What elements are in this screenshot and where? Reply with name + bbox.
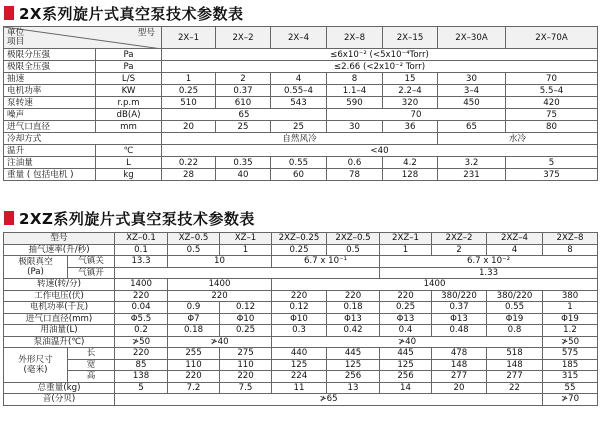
row-label: 转速(转/分) — [4, 279, 115, 291]
cell-value: 375 — [506, 169, 598, 181]
cell-value: 4 — [487, 244, 543, 256]
cell-value: 0.35 — [216, 157, 271, 169]
cell-value: 30 — [438, 73, 506, 85]
table-row — [4, 244, 598, 256]
cell-value: 138 — [115, 371, 168, 383]
cell-value: ≯65 — [115, 394, 543, 406]
cell-value: 380/220 — [432, 290, 487, 302]
row-label: 泵油温升(℃) — [4, 336, 115, 348]
table-row — [4, 133, 598, 145]
cell-value: 440 — [272, 348, 327, 360]
model-header: XZ–1 — [220, 233, 272, 245]
cell-value: Φ13 — [380, 313, 432, 325]
cell-value: 60 — [271, 169, 327, 181]
cell-value: 543 — [271, 97, 327, 109]
sub-label: 气镇开 — [68, 267, 115, 279]
row-label: 工作电压(伏) — [4, 290, 115, 302]
table-row — [4, 394, 598, 406]
table-row — [4, 109, 598, 121]
cell-value: 5 — [115, 382, 168, 394]
cell-value: 220 — [327, 290, 380, 302]
cell-value: 1400 — [168, 279, 272, 291]
cell-value: 3–4 — [438, 85, 506, 97]
cell-value: 0.25 — [162, 85, 216, 97]
cell-value: 445 — [327, 348, 380, 360]
row-label: 进气口直径(mm) — [4, 313, 115, 325]
sub-label: 高 — [68, 371, 115, 383]
cell-value: 0.12 — [272, 302, 327, 314]
cell-value: 20 — [162, 121, 216, 133]
row-label: 泵转速 — [4, 97, 96, 109]
cell-value: 1400 — [272, 279, 598, 291]
cell-value: 1.2 — [543, 325, 598, 337]
cell-value: 85 — [115, 359, 168, 371]
cell-value: 30 — [327, 121, 383, 133]
cell-value: 0.9 — [168, 302, 220, 314]
row-unit: KW — [96, 85, 162, 97]
cell-value: 255 — [168, 348, 220, 360]
model-header: 2X–15 — [383, 27, 438, 49]
model-header: 2X–2 — [216, 27, 271, 49]
cell-value: 380/220 — [487, 290, 543, 302]
row-unit: Pa — [96, 49, 162, 61]
cell-value: 420 — [506, 97, 598, 109]
corner-header — [4, 27, 162, 49]
cell-value: 10 — [168, 256, 272, 268]
cell-value: ≯50 — [543, 336, 598, 348]
cell-value: 0.8 — [487, 325, 543, 337]
model-header: 2XZ–2 — [432, 233, 487, 245]
cell-value: 2.2–4 — [383, 85, 438, 97]
row-label: 重量 ( 包括电机 ) — [4, 169, 96, 181]
cell-value: 自然风冷 — [162, 133, 438, 145]
cell-value: 0.3 — [272, 325, 327, 337]
cell-value: 4.2 — [383, 157, 438, 169]
cell-value: ≯40 — [168, 336, 272, 348]
cell-value: 5 — [506, 157, 598, 169]
cell-value: 125 — [327, 359, 380, 371]
table-row — [4, 325, 598, 337]
cell-value: 7.5 — [220, 382, 272, 394]
table-row — [4, 336, 598, 348]
cell-value: ≯40 — [272, 336, 543, 348]
cell-value: 277 — [487, 371, 543, 383]
cell-value: 0.25 — [272, 244, 327, 256]
model-header: 2XZ–0.5 — [327, 233, 380, 245]
cell-value: 125 — [380, 359, 432, 371]
cell-value: 0.37 — [432, 302, 487, 314]
model-header: 2XZ–4 — [487, 233, 543, 245]
cell-value: 0.04 — [115, 302, 168, 314]
cell-value: 110 — [220, 359, 272, 371]
model-header: XZ–0.5 — [168, 233, 220, 245]
cell-value: 11 — [272, 382, 327, 394]
cell-value: 1.33 — [380, 267, 598, 279]
table-row — [4, 121, 598, 133]
cell-value: 220 — [380, 290, 432, 302]
cell-value: 275 — [220, 348, 272, 360]
table-row — [4, 49, 598, 61]
table-row — [4, 290, 598, 302]
row-label: 噪声 — [4, 109, 96, 121]
row-label: 电机功率(千瓦) — [4, 302, 115, 314]
cell-value: 22 — [487, 382, 543, 394]
cell-value: 220 — [168, 290, 272, 302]
cell-value: Φ13 — [432, 313, 487, 325]
row-label: 外形尺寸 (毫米) — [4, 348, 68, 383]
cell-value: 13.3 — [115, 256, 168, 268]
cell-value: 590 — [327, 97, 383, 109]
cell-value: 518 — [487, 348, 543, 360]
model-header: XZ–0.1 — [115, 233, 168, 245]
row-unit: L/S — [96, 73, 162, 85]
section2-title — [4, 207, 255, 229]
cell-value: 125 — [272, 359, 327, 371]
cell-value: 0.2 — [115, 325, 168, 337]
row-label: 抽速 — [4, 73, 96, 85]
cell-value: 20 — [432, 382, 487, 394]
model-header: 2XZ–1 — [380, 233, 432, 245]
cell-value: 148 — [487, 359, 543, 371]
table-row — [4, 169, 598, 181]
cell-value: 0.55 — [487, 302, 543, 314]
model-header: 2X–4 — [271, 27, 327, 49]
table-row — [4, 382, 598, 394]
section-marker-icon — [4, 211, 14, 225]
cell-value: Φ7 — [168, 313, 220, 325]
cell-value: 0.5 — [168, 244, 220, 256]
cell-value: 70 — [327, 109, 506, 121]
cell-value: Φ19 — [487, 313, 543, 325]
cell-value: 224 — [272, 371, 327, 383]
cell-value: 277 — [432, 371, 487, 383]
cell-value: Φ13 — [327, 313, 380, 325]
header-row — [4, 233, 598, 245]
row-unit: dB(A) — [96, 109, 162, 121]
model-header: 2XZ–8 — [543, 233, 598, 245]
section1-title — [4, 2, 244, 24]
cell-value: 0.55 — [271, 157, 327, 169]
table-row — [4, 145, 598, 157]
cell-value: 220 — [115, 290, 168, 302]
cell-value: 0.18 — [168, 325, 220, 337]
corner-item: 单位 项目 — [7, 28, 25, 47]
cell-value: 315 — [543, 371, 598, 383]
cell-value: 0.12 — [220, 302, 272, 314]
row-label: 温升 — [4, 145, 96, 157]
cell-value: 36 — [383, 121, 438, 133]
cell-value: 0.18 — [327, 302, 380, 314]
cell-value: ≯70 — [543, 394, 598, 406]
cell-value: 40 — [216, 169, 271, 181]
cell-value: 6.7 x 10⁻² — [380, 256, 598, 268]
cell-value: 0.4 — [380, 325, 432, 337]
cell-value: 14 — [380, 382, 432, 394]
cell-value: 8 — [327, 73, 383, 85]
cell-value: ≤2.66 (<2x10⁻² Torr) — [162, 61, 598, 73]
cell-value: 0.6 — [327, 157, 383, 169]
cell-value: 6.7 x 10⁻¹ — [272, 256, 380, 268]
cell-value: 0.22 — [162, 157, 216, 169]
cell-value: 0.37 — [216, 85, 271, 97]
table-row — [4, 73, 598, 85]
cell-value: 220 — [115, 348, 168, 360]
cell-value: 0.48 — [432, 325, 487, 337]
cell-value: 28 — [162, 169, 216, 181]
cell-value: 4 — [271, 73, 327, 85]
header-row — [4, 27, 598, 49]
cell-value: 1 — [162, 73, 216, 85]
cell-value: 78 — [327, 169, 383, 181]
cell-value: Φ19 — [543, 313, 598, 325]
cell-value: 1 — [220, 244, 272, 256]
pump-2x-table — [3, 26, 598, 181]
table-row — [4, 85, 598, 97]
cell-value: 0.5 — [327, 244, 380, 256]
cell-value: 1400 — [115, 279, 168, 291]
cell-value: 610 — [216, 97, 271, 109]
table-row — [4, 267, 598, 279]
cell-value: Φ5.5 — [115, 313, 168, 325]
cell-value: 0.25 — [220, 325, 272, 337]
cell-value: <40 — [162, 145, 598, 157]
cell-value: 128 — [383, 169, 438, 181]
table-row — [4, 348, 598, 360]
cell-value: 320 — [383, 97, 438, 109]
sub-label: 气镇关 — [68, 256, 115, 268]
cell-value: 0.1 — [115, 244, 168, 256]
cell-value: 110 — [168, 359, 220, 371]
row-label: 进气口直径 — [4, 121, 96, 133]
cell-value: 0.55–4 — [271, 85, 327, 97]
cell-value: 8 — [543, 244, 598, 256]
cell-value: 220 — [272, 290, 327, 302]
row-label: 冷却方式 — [4, 133, 162, 145]
row-label: 抽气速率(升/秒) — [4, 244, 115, 256]
row-unit: L — [96, 157, 162, 169]
cell-value: 1 — [543, 302, 598, 314]
cell-value: Φ10 — [220, 313, 272, 325]
cell-value: 15 — [383, 73, 438, 85]
cell-value: 256 — [327, 371, 380, 383]
row-unit: Pa — [96, 61, 162, 73]
cell-value: ≯50 — [115, 336, 168, 348]
pump-2xz-table — [3, 232, 598, 406]
cell-value: 3.2 — [438, 157, 506, 169]
cell-value: 0.42 — [327, 325, 380, 337]
model-header: 2X–70A — [506, 27, 598, 49]
cell-value: 7.2 — [168, 382, 220, 394]
cell-value: 水冷 — [438, 133, 598, 145]
cell-value: 380 — [543, 290, 598, 302]
section2-title-text: 2XZ系列旋片式真空泵技术参数表 — [19, 209, 255, 228]
row-label: 电机功率 — [4, 85, 96, 97]
cell-value: 65 — [162, 109, 327, 121]
cell-value: 65 — [438, 121, 506, 133]
row-label: 注油量 — [4, 157, 96, 169]
cell-value: 13 — [327, 382, 380, 394]
table-row — [4, 256, 598, 268]
cell-value: 25 — [216, 121, 271, 133]
table-row — [4, 279, 598, 291]
row-unit: ℃ — [96, 145, 162, 157]
model-label: 型号 — [4, 233, 115, 245]
table-row — [4, 371, 598, 383]
model-header: 2XZ–0.25 — [272, 233, 327, 245]
section1-title-text: 2X系列旋片式真空泵技术参数表 — [19, 4, 244, 23]
sub-label: 宽 — [68, 359, 115, 371]
cell-value: 575 — [543, 348, 598, 360]
row-label: 总重量(kg) — [4, 382, 115, 394]
cell-value: 1.1–4 — [327, 85, 383, 97]
row-unit: mm — [96, 121, 162, 133]
cell-value: 25 — [271, 121, 327, 133]
corner-model: 型号 — [137, 28, 155, 38]
cell-value: 450 — [438, 97, 506, 109]
cell-value: 2 — [216, 73, 271, 85]
cell-value: 0.25 — [380, 302, 432, 314]
row-unit: kg — [96, 169, 162, 181]
row-label: 用油量(L) — [4, 325, 115, 337]
cell-value: 70 — [506, 73, 598, 85]
cell-value: 55 — [543, 382, 598, 394]
table-row — [4, 97, 598, 109]
cell-value: 478 — [432, 348, 487, 360]
model-header: 2X–8 — [327, 27, 383, 49]
row-label: 极限分压强 — [4, 49, 96, 61]
cell-value: ≤6x10⁻² (<5x10⁻⁴Torr) — [162, 49, 598, 61]
cell-value: 256 — [380, 371, 432, 383]
table-row — [4, 302, 598, 314]
cell-value: 445 — [380, 348, 432, 360]
row-label: 音(分贝) — [4, 394, 115, 406]
row-unit: r.p.m — [96, 97, 162, 109]
cell-value: 5.5–4 — [506, 85, 598, 97]
row-label: 极限真空 (Pa) — [4, 256, 68, 279]
cell-value: 80 — [506, 121, 598, 133]
cell-value: 75 — [506, 109, 598, 121]
table-row — [4, 313, 598, 325]
model-header: 2X–30A — [438, 27, 506, 49]
cell-value: 1 — [380, 244, 432, 256]
section-marker-icon — [4, 6, 14, 20]
cell-value: Φ10 — [272, 313, 327, 325]
cell-value: 185 — [543, 359, 598, 371]
row-label: 极限全压强 — [4, 61, 96, 73]
table-row — [4, 157, 598, 169]
table-row — [4, 359, 598, 371]
model-header: 2X–1 — [162, 27, 216, 49]
cell-value: 148 — [432, 359, 487, 371]
cell-value: 231 — [438, 169, 506, 181]
cell-value: 220 — [220, 371, 272, 383]
table-row — [4, 61, 598, 73]
sub-label: 长 — [68, 348, 115, 360]
cell-value: 220 — [168, 371, 220, 383]
cell-value: 2 — [432, 244, 487, 256]
cell-value: 510 — [162, 97, 216, 109]
